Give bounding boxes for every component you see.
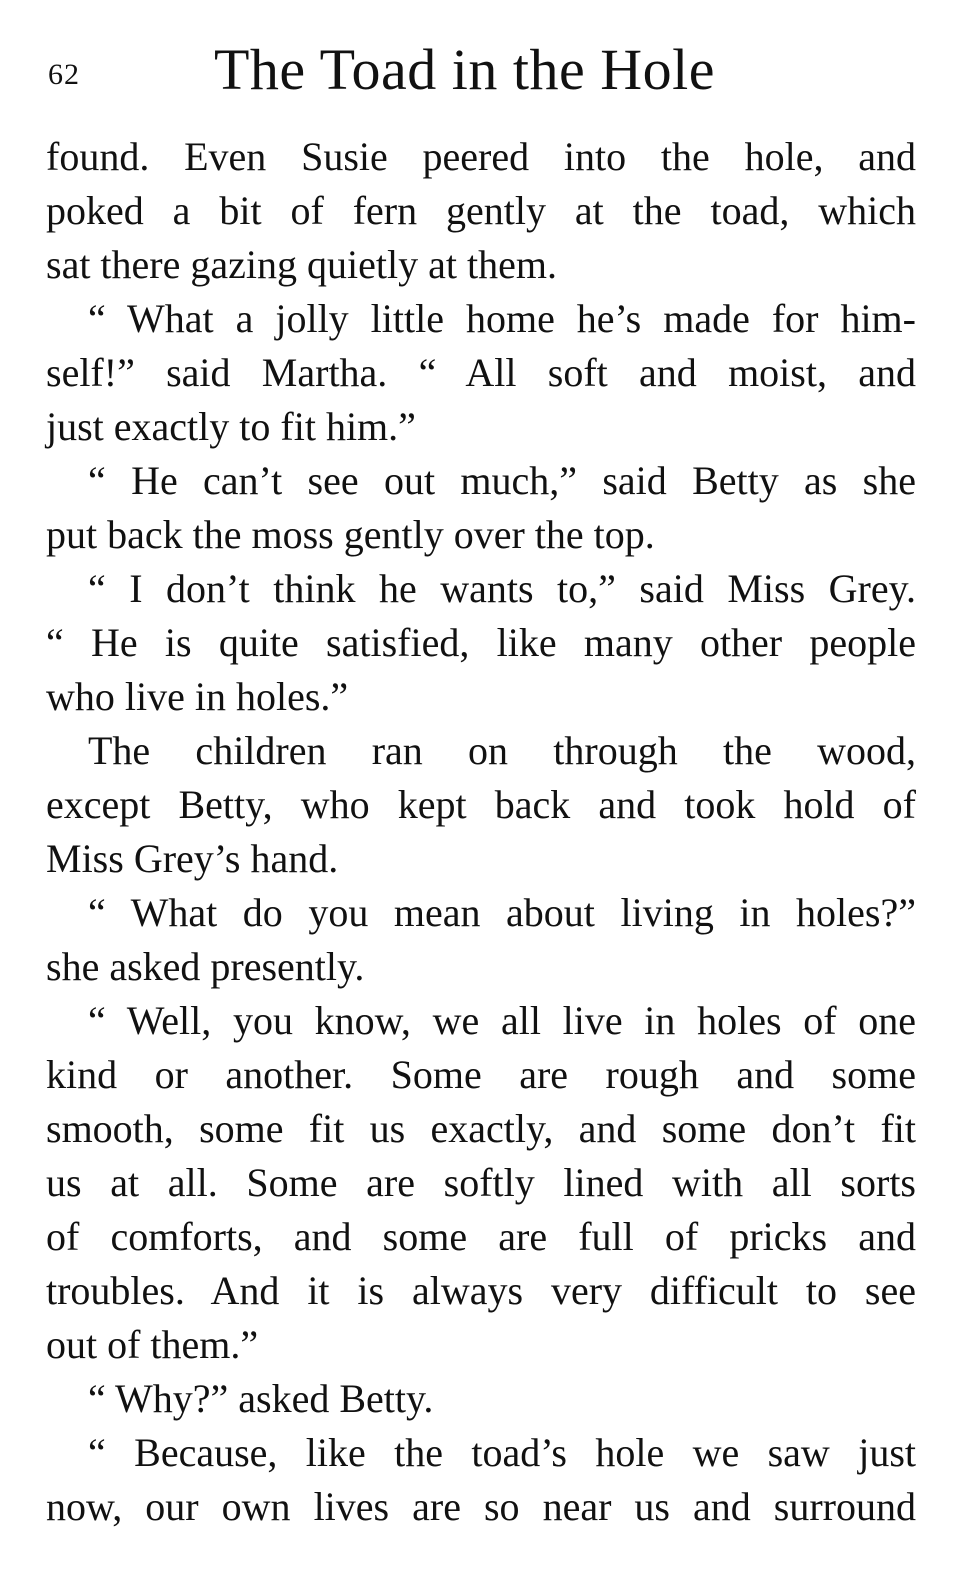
text-line: now, our own lives are so near us and surround <box>46 1484 916 1529</box>
text-line: kind or another. Some are rough and some <box>46 1052 916 1097</box>
text-line: “ I don’t think he wants to,” said Miss Grey. <box>88 566 916 611</box>
text-line: poked a bit of fern gently at the toad, which <box>46 188 916 233</box>
text-line: The children ran on through the wood, <box>88 728 916 773</box>
text-line: “ Because, like the toad’s hole we saw just <box>88 1430 916 1475</box>
body-text <box>46 130 916 1534</box>
text-line: who live in holes.” <box>46 674 349 719</box>
page-number: 62 <box>48 58 80 91</box>
text-line: “ He is quite satisfied, like many other people <box>46 620 916 665</box>
text-line: “ What a jolly little home he’s made for him- <box>88 296 916 341</box>
text-line: she asked presently. <box>46 944 365 989</box>
text-line: us at all. Some are softly lined with all sorts <box>46 1160 916 1205</box>
text-line: sat there gazing quietly at them. <box>46 242 557 287</box>
text-line: smooth, some fit us exactly, and some don’t fit <box>46 1106 916 1151</box>
text-line: “ He can’t see out much,” said Betty as she <box>88 458 916 503</box>
text-line: found. Even Susie peered into the hole, and <box>46 134 916 179</box>
text-line: “ Why?” asked Betty. <box>88 1376 434 1421</box>
text-line: just exactly to fit him.” <box>46 404 416 449</box>
page-header <box>48 30 918 110</box>
text-line: “ What do you mean about living in holes?” <box>88 890 916 935</box>
text-line: put back the moss gently over the top. <box>46 512 655 557</box>
text-line: “ Well, you know, we all live in holes of one <box>88 998 916 1043</box>
text-line: self!” said Martha. “ All soft and moist, and <box>46 350 916 395</box>
text-line: except Betty, who kept back and took hold of <box>46 782 916 827</box>
text-line: of comforts, and some are full of pricks and <box>46 1214 916 1259</box>
text-line: Miss Grey’s hand. <box>46 836 339 881</box>
text-line: out of them.” <box>46 1322 259 1367</box>
running-title: The Toad in the Hole <box>214 37 715 102</box>
text-line: troubles. And it is always very difficult to see <box>46 1268 916 1313</box>
